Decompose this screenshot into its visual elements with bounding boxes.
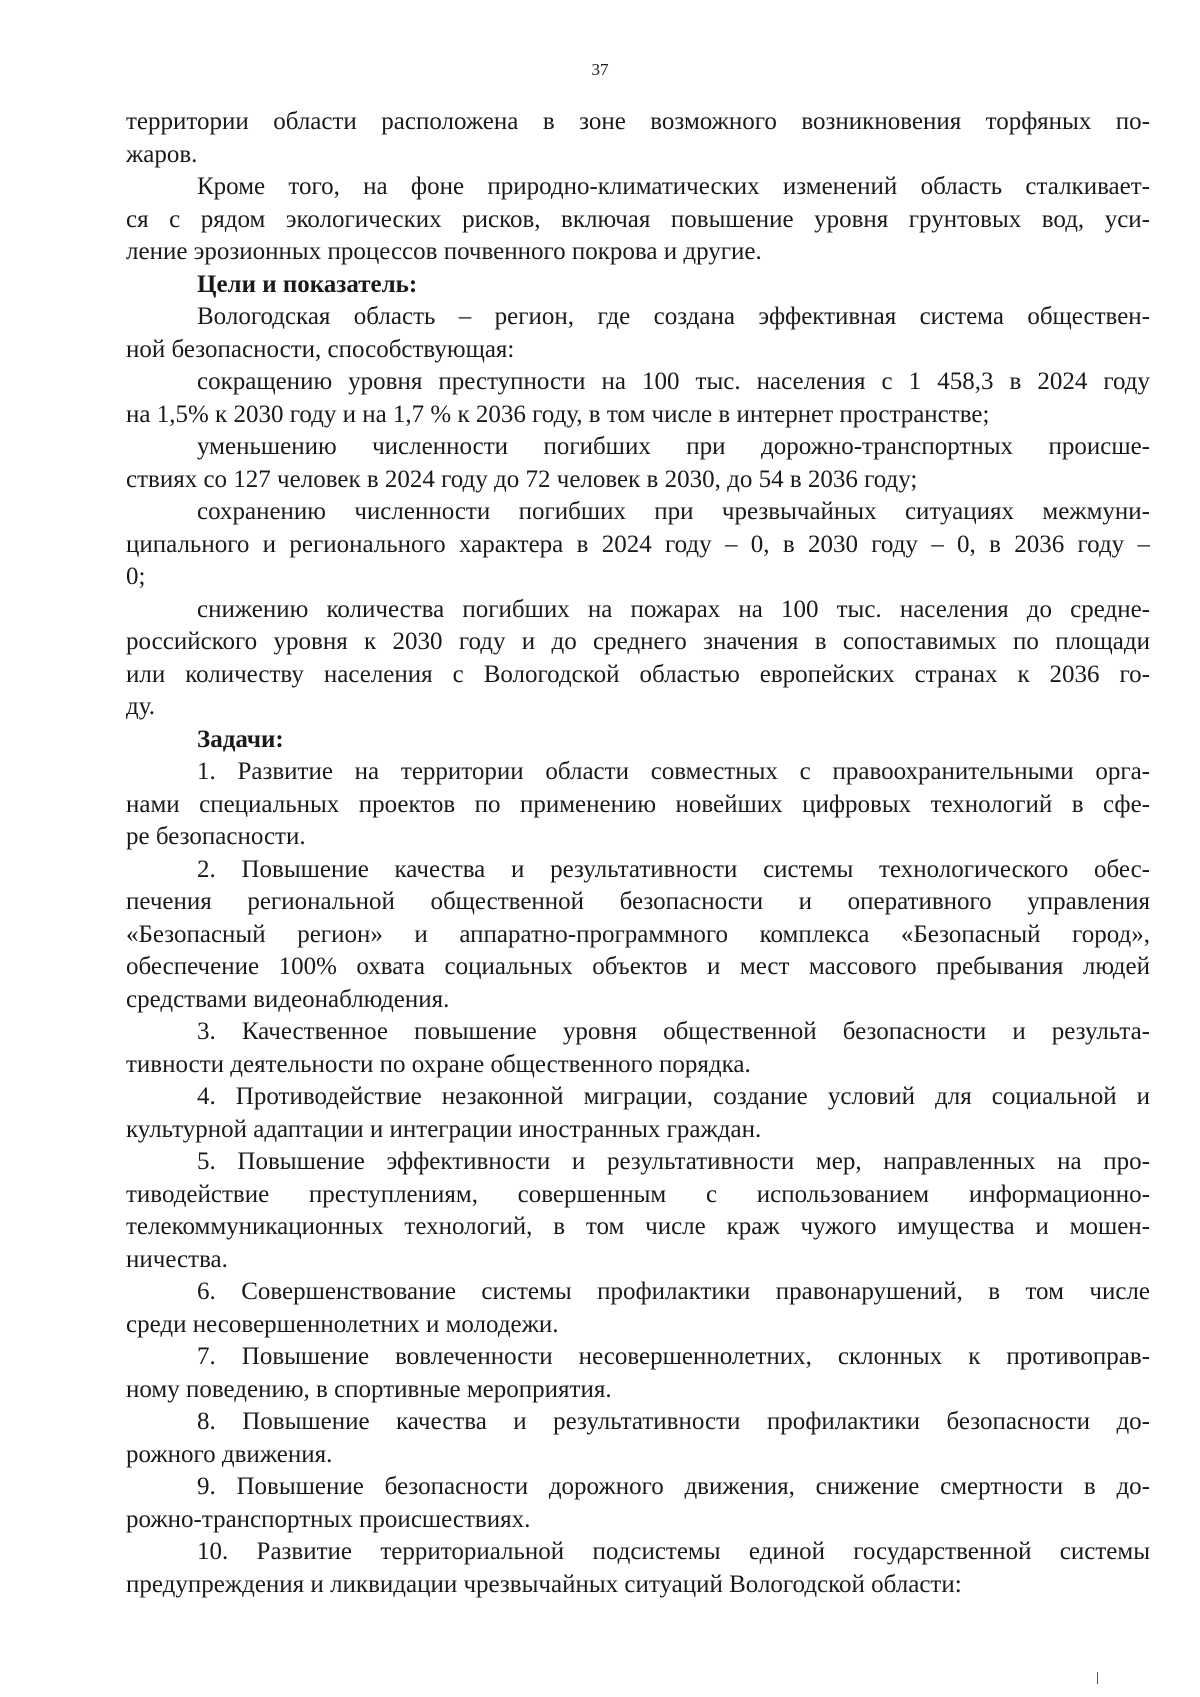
- body-text: [126, 106, 1150, 1601]
- text-line: 8. Повышение качества и результативности профилактики безопасности до-: [197, 1408, 1150, 1435]
- text-line: ципального и регионального характера в 2024 году – 0, в 2030 году – 0, в 2036 году –: [126, 530, 1150, 558]
- text-line: ду.: [126, 693, 155, 720]
- text-line: средствами видеонаблюдения.: [126, 985, 450, 1013]
- text-line: российского уровня к 2030 году и до среднего значения в сопоставимых по площади: [126, 628, 1150, 655]
- text-line: телекоммуникационных технологий, в том числе краж чужого имущества и мошен-: [126, 1213, 1150, 1240]
- text-line: снижению количества погибших на пожарах на 100 тыс. населения до средне-: [197, 595, 1150, 623]
- text-line: 3. Качественное повышение уровня общественной безопасности и результа-: [197, 1018, 1150, 1045]
- text-line: ному поведению, в спортивные мероприятия.: [126, 1375, 612, 1403]
- text-line: рожно-транспортных происшествиях.: [126, 1505, 531, 1533]
- text-line: печения региональной общественной безопасности и оперативного управления: [126, 888, 1150, 915]
- text-line: ствиях со 127 человек в 2024 году до 72 человек в 2030, до 54 в 2036 году;: [126, 465, 918, 493]
- text-line: 0;: [126, 563, 146, 590]
- text-line: Кроме того, на фоне природно-климатических изменений область сталкивает-: [197, 173, 1150, 200]
- text-line: 5. Повышение эффективности и результативности мер, направленных на про-: [197, 1148, 1150, 1175]
- text-line: ся с рядом экологических рисков, включая повышение уровня грунтовых вод, уси-: [126, 205, 1150, 233]
- text-line: рожного движения.: [126, 1440, 333, 1468]
- text-line: тиводействие преступлениям, совершенным с использованием информационно-: [126, 1180, 1150, 1208]
- section-heading: Задачи:: [197, 725, 284, 753]
- text-line: сокращению уровня преступности на 100 тыс. населения с 1 458,3 в 2024 году: [197, 368, 1150, 395]
- text-line: 4. Противодействие незаконной миграции, создание условий для социальной и: [197, 1083, 1150, 1110]
- text-line: жаров.: [126, 140, 198, 168]
- page-number: 37: [591, 60, 609, 79]
- text-line: Вологодская область – регион, где создана эффективная система обществен-: [197, 303, 1150, 330]
- text-line: 6. Совершенствование системы профилактики правонарушений, в том числе: [197, 1278, 1150, 1305]
- text-line: территории области расположена в зоне возможного возникновения торфяных по-: [126, 108, 1150, 135]
- text-line: предупреждения и ликвидации чрезвычайных ситуаций Вологодской области:: [126, 1570, 962, 1598]
- section-heading: Цели и показатель:: [197, 270, 418, 298]
- text-line: 1. Развитие на территории области совместных с правоохранительными орга-: [197, 758, 1150, 785]
- text-line: на 1,5% к 2030 году и на 1,7 % к 2036 году, в том числе в интернет пространстве;: [126, 400, 990, 428]
- text-line: или количеству населения с Вологодской областью европейских странах к 2036 го-: [126, 660, 1150, 688]
- text-line: культурной адаптации и интеграции иностранных граждан.: [126, 1115, 762, 1143]
- text-line: обеспечение 100% охвата социальных объектов и мест массового пребывания людей: [126, 953, 1150, 980]
- text-line: тивности деятельности по охране общественного порядка.: [126, 1050, 751, 1078]
- scan-edge-mark: [1097, 1672, 1098, 1684]
- text-line: «Безопасный регион» и аппаратно-программного комплекса «Безопасный город»,: [126, 920, 1150, 948]
- text-line: 2. Повышение качества и результативности системы технологического обес-: [197, 855, 1150, 883]
- text-line: ной безопасности, способствующая:: [126, 335, 515, 363]
- text-line: среди несовершеннолетних и молодежи.: [126, 1310, 559, 1338]
- text-line: нами специальных проектов по применению новейших цифровых технологий в сфе-: [126, 790, 1150, 818]
- text-line: ление эрозионных процессов почвенного покрова и другие.: [126, 238, 762, 265]
- text-line: ничества.: [126, 1245, 228, 1273]
- text-line: сохранению численности погибших при чрезвычайных ситуациях межмуни-: [197, 498, 1150, 525]
- text-line: уменьшению численности погибших при дорожно-транспортных происше-: [197, 433, 1150, 460]
- text-line: 7. Повышение вовлеченности несовершеннолетних, склонных к противоправ-: [197, 1343, 1150, 1370]
- text-line: ре безопасности.: [126, 823, 306, 850]
- text-line: 9. Повышение безопасности дорожного движения, снижение смертности в до-: [197, 1473, 1150, 1500]
- text-line: 10. Развитие территориальной подсистемы единой государственной системы: [197, 1538, 1150, 1565]
